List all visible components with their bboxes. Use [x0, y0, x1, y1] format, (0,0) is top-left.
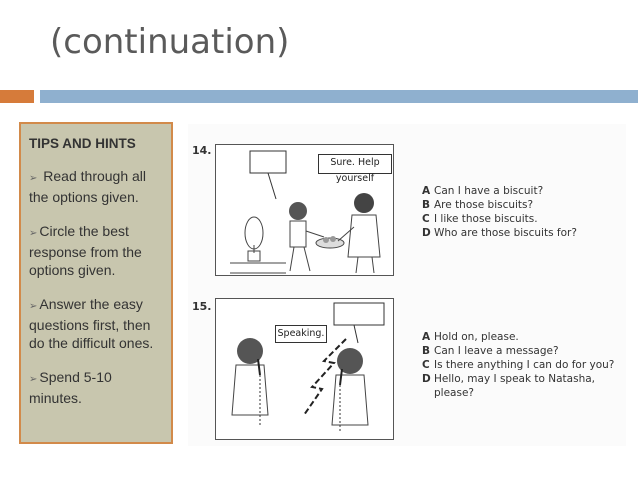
tips-panel	[19, 122, 173, 444]
slide-title: (continuation)	[50, 22, 290, 62]
tip-text: Spend 5-10 minutes.	[29, 369, 112, 406]
arrow-bullet-icon: ➢	[29, 374, 38, 385]
phone-call-illustration	[216, 299, 393, 439]
tip-item	[29, 295, 165, 352]
option-d: D Hello, may I speak to Natasha,	[422, 373, 596, 385]
speech-bubble: Sure. Help yourself	[318, 154, 392, 174]
arrow-bullet-icon: ➢	[29, 173, 38, 184]
tip-item	[29, 222, 165, 279]
arrow-bullet-icon: ➢	[29, 301, 38, 312]
question-number: 14.	[192, 144, 212, 157]
tip-text: Read through all the options given.	[29, 168, 147, 205]
option-c: C I like those biscuits.	[422, 213, 538, 225]
question-number: 15.	[192, 300, 212, 313]
question-15-picture	[215, 298, 394, 440]
tips-heading: TIPS AND HINTS	[29, 136, 136, 151]
tip-item	[29, 167, 165, 206]
worksheet-scan	[188, 124, 626, 446]
option-c: C Is there anything I can do for you?	[422, 359, 615, 371]
question-14-options	[422, 184, 577, 240]
title-underline-accent	[0, 90, 34, 103]
option-d-continued: please?	[434, 387, 474, 399]
question-15-options	[422, 330, 614, 400]
question-14-picture	[215, 144, 394, 276]
speech-bubble: Speaking.	[275, 325, 327, 343]
option-d: D Who are those biscuits for?	[422, 227, 577, 239]
option-b: B Can I leave a message?	[422, 345, 559, 357]
arrow-bullet-icon: ➢	[29, 228, 38, 239]
option-b: B Are those biscuits?	[422, 199, 534, 211]
title-underline-bar	[40, 90, 638, 103]
tip-text: Circle the best response from the options given.	[29, 223, 142, 278]
tip-text: Answer the easy questions first, then do the difficult ones.	[29, 296, 154, 351]
option-a: A Hold on, please.	[422, 331, 519, 343]
option-a: A Can I have a biscuit?	[422, 185, 544, 197]
tip-item	[29, 368, 165, 407]
